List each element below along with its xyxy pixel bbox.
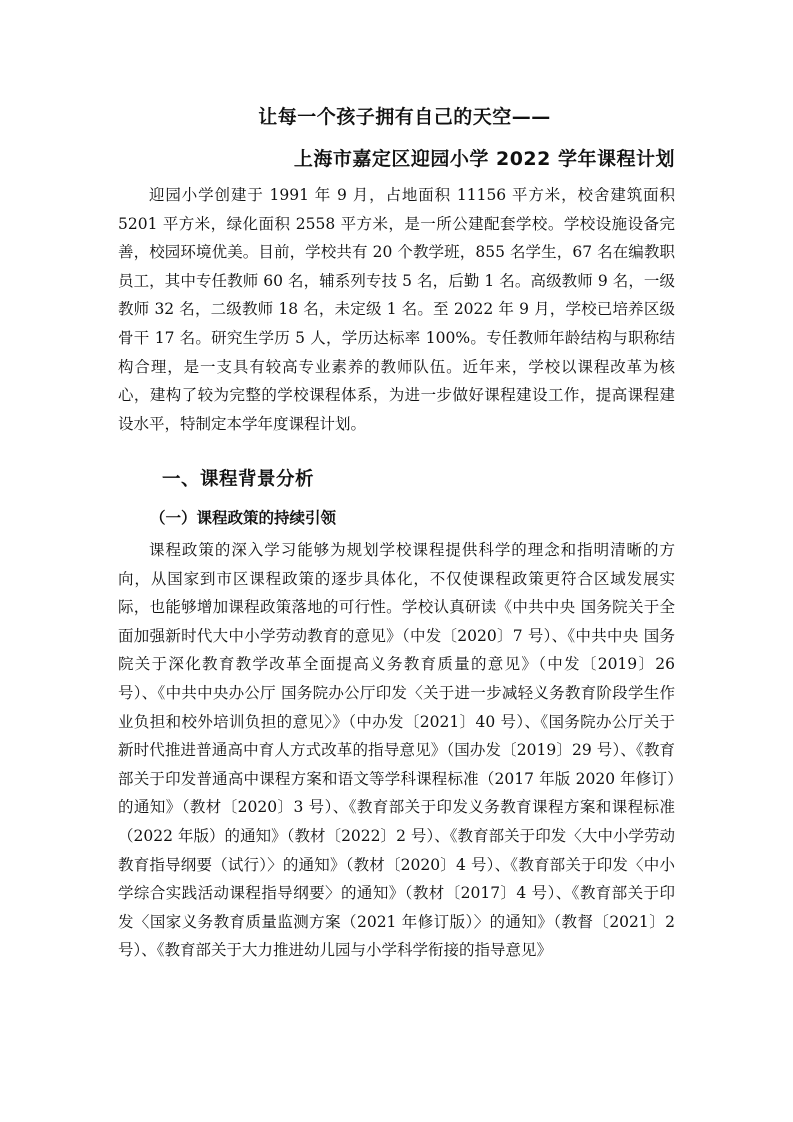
document-title-line2: 上海市嘉定区迎园小学 2022 学年课程计划 [293, 148, 675, 170]
intro-paragraph: 迎园小学创建于 1991 年 9 月，占地面积 11156 平方米，校舍建筑面积 5201 平方米，绿化面积 2558 平方米，是一所公建配套学校。学校设施设备完善，校园环境优美。目前，学校共有 20 个教学班，855 名学生，67 名在编教职员工，其中专任教师 60 名，辅系列专技 5 名，后勤 1 名。高级教师 9 名，一级教师 32 名，二级教师 18 名，未定级 1 名。至 2022 年 9 月，学校已培养区级骨干 17 名。研究生学历 5 人，学历达标率 100%。专任教师年龄结构与职称结构合理，是一支具有较高专业素养的教师队伍。近年来，学校以课程改革为核心，建构了较为完整的学校课程体系，为进一步做好课程建设工作，提高课程建设水平，特制定本学年度课程计划。 [118, 186, 675, 433]
subsection-heading-policy: （一）课程政策的持续引领 [150, 509, 337, 527]
policy-paragraph: 课程政策的深入学习能够为规划学校课程提供科学的理念和指明清晰的方向，从国家到市区课程政策的逐步具体化，不仅使课程政策更符合区域发展实际，也能够增加课程政策落地的可行性。学校认真研读《中共中央 国务院关于全面加强新时代大中小学劳动教育的意见》（中发〔2020〕7 号）、《中共中央 国务院关于深化教育教学改革全面提高义务教育质量的意见》（中发〔2019〕26 号）、《中共中央办公厅 国务院办公厅印发〈关于进一步减轻义务教育阶段学生作业负担和校外培训负担的意见〉》（中办发〔2021〕40 号）、《国务院办公厅关于新时代推进普通高中育人方式改革的指导意见》（国办发〔2019〕29 号）、《教育部关于印发普通高中课程方案和语文等学科课程标准（2017 年版 2020 年修订）的通知》（教材〔2020〕3 号）、《教育部关于印发义务教育课程方案和课程标准（2022 年版）的通知》（教材〔2022〕2 号）、《教育部关于印发〈大中小学劳动教育指导纲要（试行）〉的通知》（教材〔2020〕4 号）、《教育部关于印发〈中小学综合实践活动课程指导纲要〉的通知》（教材〔2017〕4 号）、《教育部关于印发〈国家义务教育质量监测方案（2021 年修订版）〉的通知》（教督〔2021〕2 号）、《教育部关于大力推进幼儿园与小学科学衔接的指导意见》 [118, 541, 675, 960]
section-heading-background: 一、课程背景分析 [162, 469, 315, 490]
document-title-line1: 让每一个孩子拥有自己的天空—— [258, 106, 551, 128]
